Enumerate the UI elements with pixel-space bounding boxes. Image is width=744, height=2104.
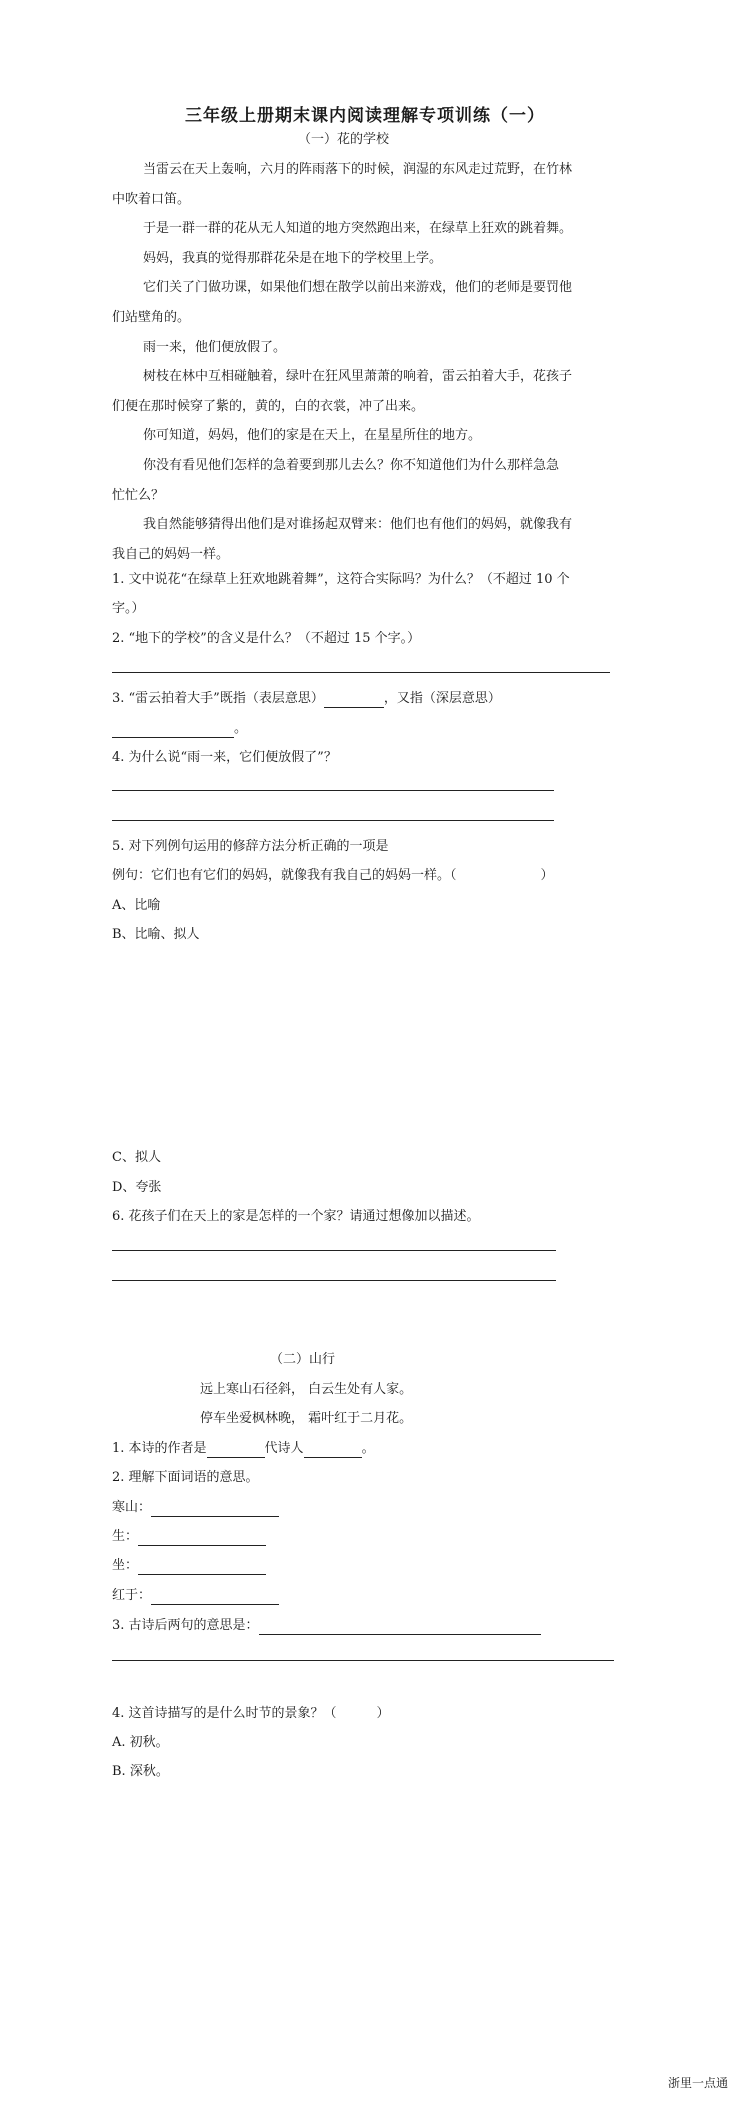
question-5: 5. 对下列例句运用的修辞方法分析正确的一项是 [112, 839, 389, 854]
answer-blank-q3a[interactable] [324, 693, 384, 708]
answer-blank-hanshan[interactable] [151, 1502, 279, 1517]
passage-line: 你没有看见他们怎样的急着要到那儿去么？你不知道他们为什么那样急急 [143, 458, 560, 473]
passage-line: 它们关了门做功课，如果他们想在散学以前出来游戏，他们的老师是要罚他 [143, 280, 573, 296]
passage-line: 中吹着口笛。 [112, 191, 191, 207]
passage-line: 们便在那时候穿了紫的，黄的，白的衣裳，冲了出来。 [112, 398, 425, 414]
answer-blank-dynasty[interactable] [304, 1443, 362, 1458]
poem-line-2: 停车坐爱枫林晚， 霜叶红于二月花。 [200, 1411, 413, 1426]
option-d[interactable]: D、夸张 [112, 1180, 162, 1195]
poem-question-4: 4. 这首诗描写的是什么时节的景象？（ ） [112, 1706, 390, 1721]
poem-line-1: 远上寒山石径斜， 白云生处有人家。 [200, 1382, 413, 1397]
passage-line: 树枝在林中互相碰触着，绿叶在狂风里萧萧的响着，雷云拍着大手，花孩子 [143, 369, 573, 385]
question-6: 6. 花孩子们在天上的家是怎样的一个家？请通过想像加以描述。 [112, 1209, 480, 1224]
question-3: 3. “雷云拍着大手”既指（表层意思） ，又指（深层意思） [112, 691, 501, 706]
poem-question-3: 3. 古诗后两句的意思是： [112, 1617, 541, 1635]
question-3-line2: 。 [112, 720, 247, 738]
answer-line-poem-q3[interactable] [112, 1660, 614, 1661]
answer-blank-q3b[interactable] [112, 723, 234, 738]
word-zuo: 坐： [112, 1557, 266, 1575]
passage-line: 忙忙么？ [112, 487, 165, 503]
passage-line: 于是一群一群的花从无人知道的地方突然跑出来，在绿草上狂欢的跳着舞。 [143, 221, 573, 237]
section-heading: （二）山行 [270, 1352, 336, 1367]
answer-blank-zuo[interactable] [138, 1560, 266, 1575]
word-hanshan: 寒山： [112, 1499, 279, 1517]
answer-line-q4a[interactable] [112, 790, 554, 791]
option-a[interactable]: A、比喻 [112, 898, 161, 913]
answer-line-q4b[interactable] [112, 820, 554, 821]
passage-line: 们站壁角的。 [112, 310, 191, 325]
passage-line: 妈妈，我真的觉得那群花朵是在地下的学校里上学。 [143, 250, 443, 266]
footer-brand: 浙里一点通 [668, 2076, 729, 2090]
question-1-line2: 字。） [112, 601, 145, 616]
section-heading: （一）花的学校 [298, 132, 390, 147]
question-1-line1: 1. 文中说花“在绿草上狂欢地跳着舞”，这符合实际吗？为什么？（不超过 10 个 [112, 572, 570, 587]
poem-question-1: 1. 本诗的作者是 代诗人 。 [112, 1441, 375, 1456]
question-4: 4. 为什么说“雨一来，它们便放假了”？ [112, 750, 337, 765]
passage-line: 你可知道，妈妈，他们的家是在天上，在星星所住的地方。 [143, 428, 482, 444]
word-hongyu: 红于： [112, 1587, 279, 1605]
poem-option-a[interactable]: A. 初秋。 [112, 1735, 169, 1750]
poem-option-b[interactable]: B. 深秋。 [112, 1764, 169, 1779]
passage-line: 当雷云在天上轰响，六月的阵雨落下的时候，润湿的东风走过荒野，在竹林 [143, 162, 573, 177]
poem-question-2: 2. 理解下面词语的意思。 [112, 1470, 259, 1485]
option-b[interactable]: B、比喻、拟人 [112, 927, 200, 942]
passage-line: 我自然能够猜得出他们是对谁扬起双臂来：他们也有他们的妈妈，就像我有 [143, 517, 573, 533]
passage-line: 我自己的妈妈一样。 [112, 546, 230, 562]
answer-blank-sheng[interactable] [138, 1531, 266, 1546]
page-title: 三年级上册期末课内阅读理解专项训练（一） [185, 106, 545, 126]
answer-line-q6b[interactable] [112, 1280, 556, 1281]
passage-line: 雨一来，他们便放假了。 [143, 339, 287, 355]
answer-blank-hongyu[interactable] [151, 1590, 279, 1605]
answer-blank-author[interactable] [207, 1443, 265, 1458]
option-c[interactable]: C、拟人 [112, 1150, 161, 1165]
question-2: 2. “地下的学校”的含义是什么？（不超过 15 个字。） [112, 631, 421, 646]
answer-line-q2[interactable] [112, 672, 610, 673]
answer-line-q6a[interactable] [112, 1250, 556, 1251]
question-5-example: 例句：它们也有它们的妈妈，就像我有我自己的妈妈一样。（ ） [112, 868, 554, 883]
answer-blank-q3-poem[interactable] [259, 1620, 541, 1635]
word-sheng: 生： [112, 1528, 266, 1546]
